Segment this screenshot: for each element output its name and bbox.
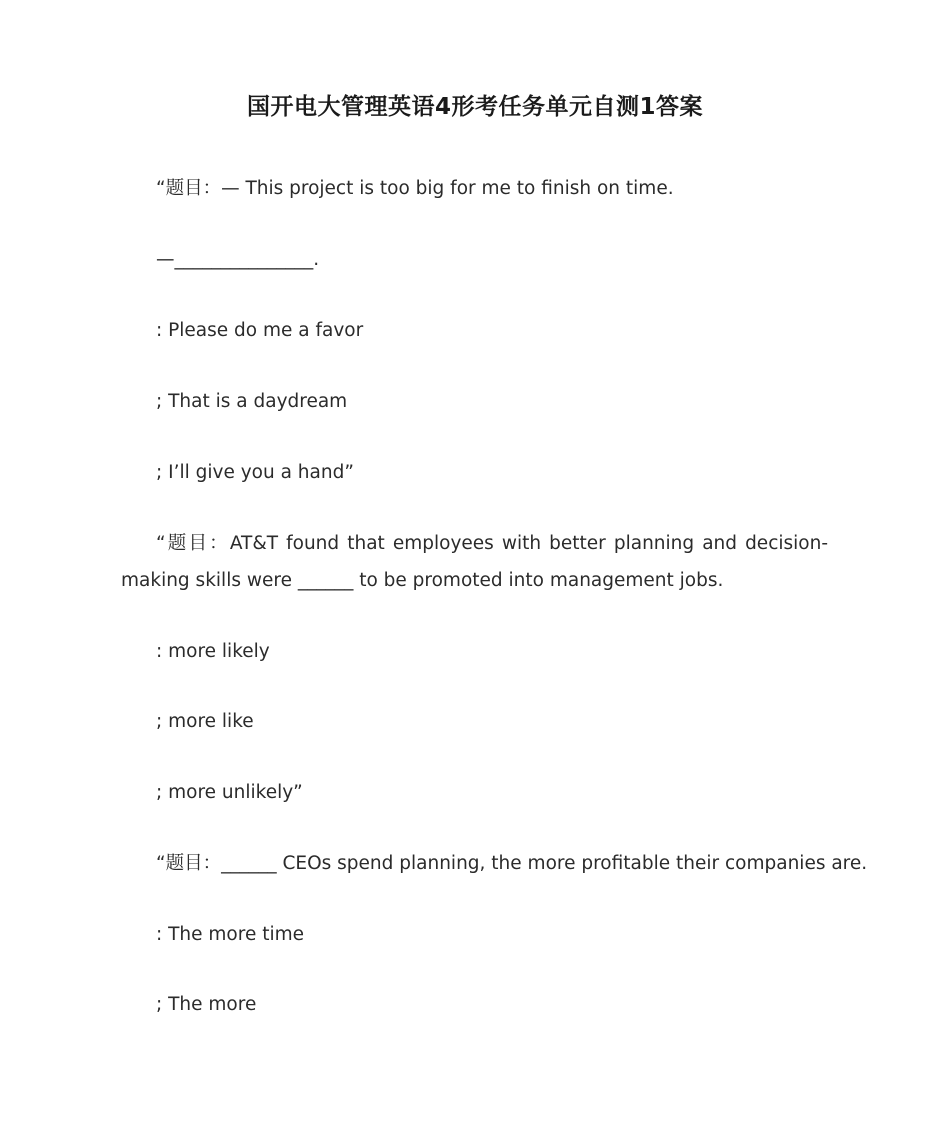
question-3-prompt: “题目：______ CEOs spend planning, the more profitable their companies are. <box>156 853 868 874</box>
question-2-option-b: ; more like <box>156 711 254 732</box>
question-2-prompt-line-2: making skills were ______ to be promoted into management jobs. <box>121 570 724 591</box>
question-1-option-b: ; That is a daydream <box>156 391 348 412</box>
question-3-option-b: ; The more <box>156 994 257 1015</box>
question-2-option-a: : more likely <box>156 641 270 662</box>
question-2-option-c: ; more unlikely” <box>156 782 303 803</box>
question-1-option-a: : Please do me a favor <box>156 320 364 341</box>
question-1-prompt: “题目：— This project is too big for me to finish on time. <box>156 178 674 199</box>
question-1-option-c: ; I’ll give you a hand” <box>156 462 354 483</box>
question-3-option-a: : The more time <box>156 924 304 945</box>
question-2-prompt-line-1: “题目：AT&T found that employees with better planning and decision- <box>156 533 828 554</box>
document-title: 国开电大管理英语4形考任务单元自测1答案 <box>246 94 703 120</box>
question-1-blank: —_______________. <box>156 249 320 270</box>
